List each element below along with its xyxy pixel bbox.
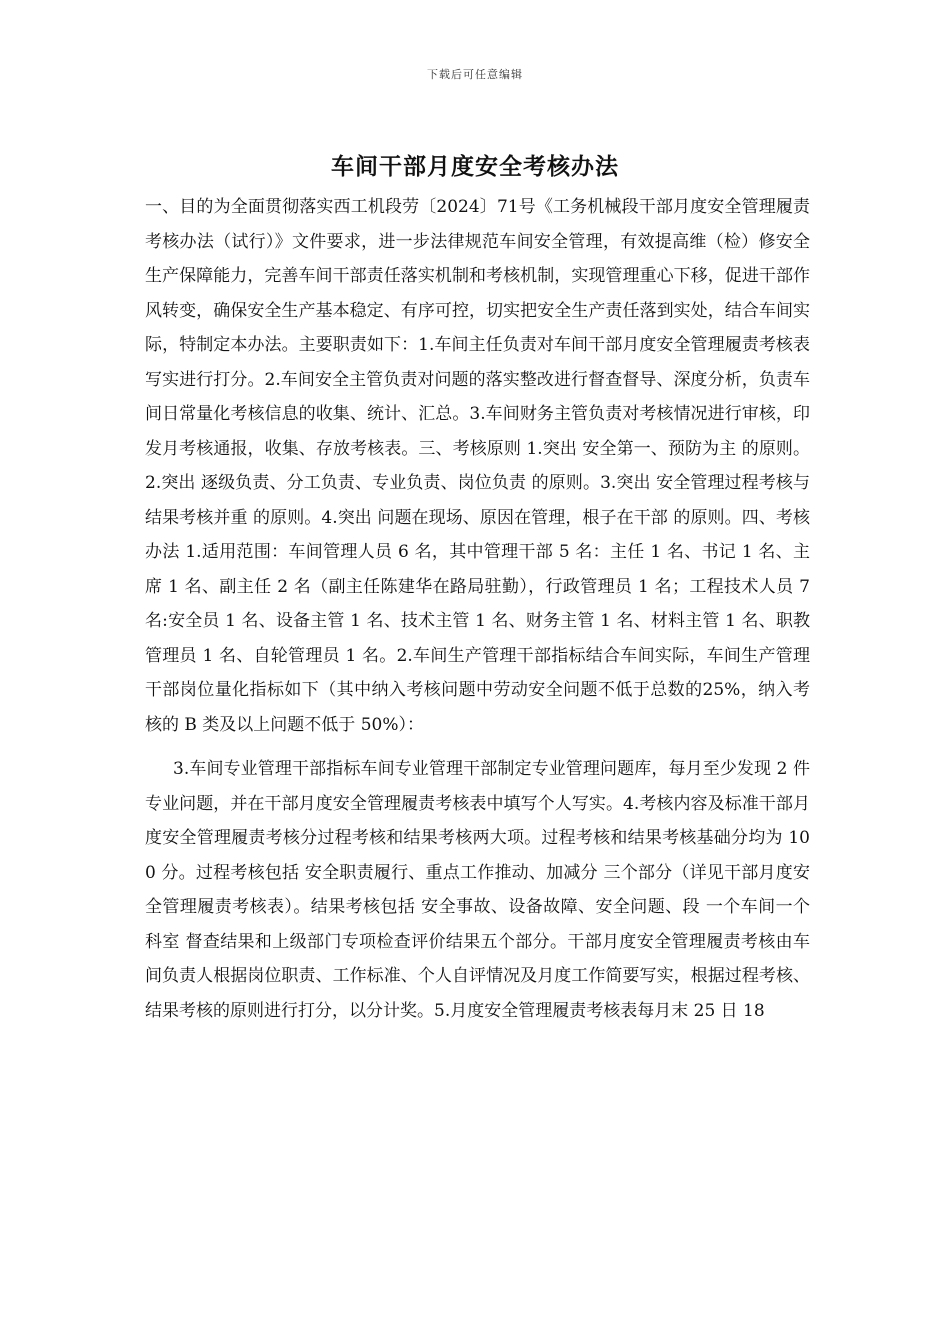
header-note: 下载后可任意编辑 bbox=[427, 68, 523, 81]
document-body bbox=[145, 190, 810, 1028]
paragraph-2: 3.车间专业管理干部指标车间专业管理干部制定专业管理问题库，每月至少发现 2 件专业问题，并在干部月度安全管理履责考核表中填写个人写实。4.考核内容及标准干部月度安全管理履责考核分过程考核和结果考核两大项。过程考核和结果考核基础分均为 100 分。过程考核包括 安全职责履行、重点工作推动、加减分 三个部分（详见干部月度安全管理履责考核表）。结果考核包括 安全事故、设备故障、安全问题、段 一个车间一个科室 督查结果和上级部门专项检查评价结果五个部分。干部月度安全管理履责考核由车间负责人根据岗位职责、工作标准、个人自评情况及月度工作简要写实，根据过程考核、结果考核的原则进行打分，以分计奖。5.月度安全管理履责考核表每月末 25 日 18 bbox=[145, 759, 810, 1021]
page-title: 车间干部月度安全考核办法 bbox=[331, 153, 619, 180]
paragraph-1: 一、目的为全面贯彻落实西工机段劳〔2024〕71号《工务机械段干部月度安全管理履责考核办法（试行）》文件要求，进一步法律规范车间安全管理，有效提高维（检）修安全生产保障能力，完善车间干部责任落实机制和考核机制，实现管理重心下移，促进干部作风转变，确保安全生产基本稳定、有序可控，切实把安全生产责任落到实处，结合车间实际，特制定本办法。主要职责如下：1.车间主任负责对车间干部月度安全管理履责考核表写实进行打分。2.车间安全主管负责对问题的落实整改进行督查督导、深度分析，负责车间日常量化考核信息的收集、统计、汇总。3.车间财务主管负责对考核情况进行审核，印发月考核通报，收集、存放考核表。三、考核原则 1.突出 安全第一、预防为主 的原则。2.突出 逐级负责、分工负责、专业负责、岗位负责 的原则。3.突出 安全管理过程考核与结果考核并重 的原则。4.突出 问题在现场、原因在管理，根子在干部 的原则。四、考核办法 1.适用范围：车间管理人员 6 名，其中管理干部 5 名：主任 1 名、书记 1 名、主席 1 名、副主任 2 名（副主任陈建华在路局驻勤），行政管理员 1 名；工程技术人员 7 名:安全员 1 名、设备主管 1 名、技术主管 1 名、财务主管 1 名、材料主管 1 名、职教管理员 1 名、自轮管理员 1 名。2.车间生产管理干部指标结合车间实际，车间生产管理干部岗位量化指标如下（其中纳入考核问题中劳动安全问题不低于总数的25%，纳入考核的 B 类及以上问题不低于 50%）： bbox=[145, 197, 810, 735]
